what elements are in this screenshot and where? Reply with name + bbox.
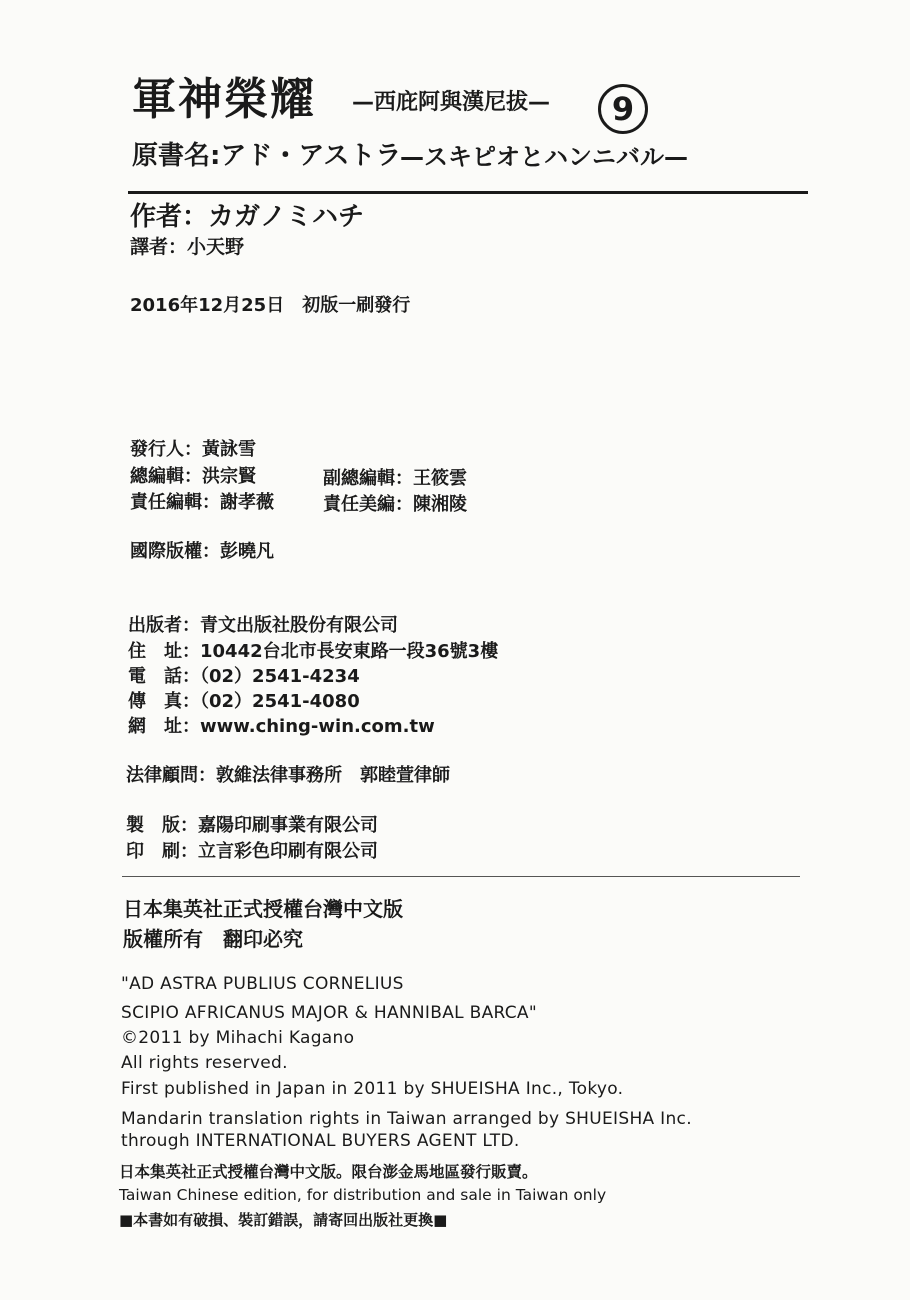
section-divider [122,876,800,877]
publisher-name: 出版者：青文出版社股份有限公司 [128,615,398,636]
responsible-editor: 責任編輯：謝孝薇 [130,492,274,513]
international-rights: 國際版權：彭曉凡 [130,541,274,562]
return-notice: ■本書如有破損、裝訂錯誤，請寄回出版社更換■ [119,1211,448,1229]
distribution-chinese: 日本集英社正式授權台灣中文版。限台澎金馬地區發行販賣。 [119,1163,538,1181]
publisher-website: 網 址：www.ching-win.com.tw [128,716,435,737]
publication-date: 2016年12月25日 初版一刷發行 [130,295,411,316]
deputy-chief-editor: 副總編輯：王筱雲 [323,468,467,489]
chief-editor: 總編輯：洪宗賢 [130,466,256,487]
original-title: 原書名:アド・アストラ [132,141,402,171]
volume-number-badge: 9 [598,84,648,134]
english-copyright-line: SCIPIO AFRICANUS MAJOR & HANNIBAL BARCA" [121,1003,537,1023]
rights-reserved-line: 版權所有 翻印必究 [123,927,303,951]
publisher-phone: 電 話：（02）2541-4234 [128,666,360,687]
distribution-english: Taiwan Chinese edition, for distribution and sale in Taiwan only [119,1186,607,1204]
responsible-designer: 責任美編：陳湘陵 [323,494,467,515]
english-copyright-line: "AD ASTRA PUBLIUS CORNELIUS [121,974,404,994]
original-subtitle: —スキピオとハンニバル— [400,143,688,171]
plate-making: 製 版：嘉陽印刷事業有限公司 [126,815,378,836]
authorization-line: 日本集英社正式授權台灣中文版 [123,897,403,921]
english-copyright-line: through INTERNATIONAL BUYERS AGENT LTD. [121,1131,520,1151]
book-subtitle: —西庇阿與漢尼拔— [352,90,551,115]
english-copyright-line: ©2011 by Mihachi Kagano [121,1028,355,1048]
author-line: 作者：カガノミハチ [130,202,365,232]
english-copyright-line: First published in Japan in 2011 by SHUEISHA Inc., Tokyo. [121,1079,624,1099]
publisher-address: 住 址：10442台北市長安東路一段36號3樓 [128,641,499,662]
publisher-fax: 傳 真：（02）2541-4080 [128,691,360,712]
book-title: 軍神榮耀 [132,74,316,125]
printing: 印 刷：立言彩色印刷有限公司 [126,841,378,862]
english-copyright-line: All rights reserved. [121,1053,288,1073]
english-copyright-line: Mandarin translation rights in Taiwan arranged by SHUEISHA Inc. [121,1109,692,1129]
translator-line: 譯者：小天野 [130,236,245,258]
publisher-person: 發行人：黃詠雪 [130,439,256,460]
title-divider [128,191,808,194]
legal-counsel: 法律顧問：敦維法律事務所 郭睦萱律師 [126,765,450,786]
